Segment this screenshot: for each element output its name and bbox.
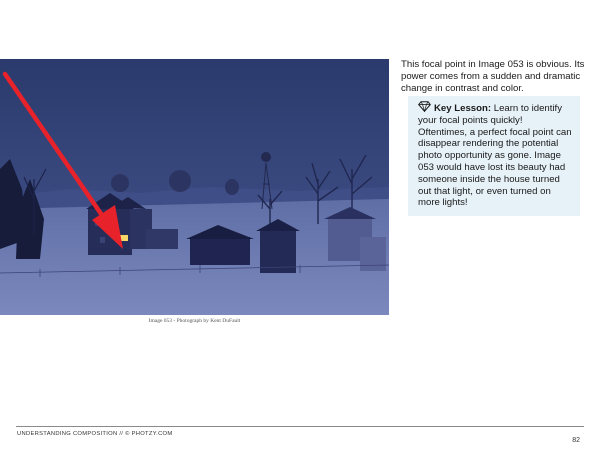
intro-paragraph: This focal point in Image 053 is obvious. Its power comes from a sudden and dramatic change in contrast and color.	[401, 59, 585, 94]
key-lesson-title: Key Lesson:	[434, 103, 492, 114]
farm-photograph	[0, 59, 389, 315]
key-lesson-callout	[408, 96, 580, 216]
footer-divider	[16, 426, 584, 427]
page-number: 82	[572, 437, 580, 444]
key-lesson-body: Learn to identify your focal points quickly! Oftentimes, a perfect focal point can disappear rendering the potential photo opportunity as gone. Image 053 would have lost its beauty had someone inside the house turned out that light, or even turned on more lights!	[418, 103, 572, 209]
photo-caption: Image 053 - Photograph by Kent DuFault	[148, 318, 241, 324]
gem-icon	[418, 101, 431, 112]
footer-title: UNDERSTANDING COMPOSITION // © PHOTZY.COM	[17, 431, 173, 437]
